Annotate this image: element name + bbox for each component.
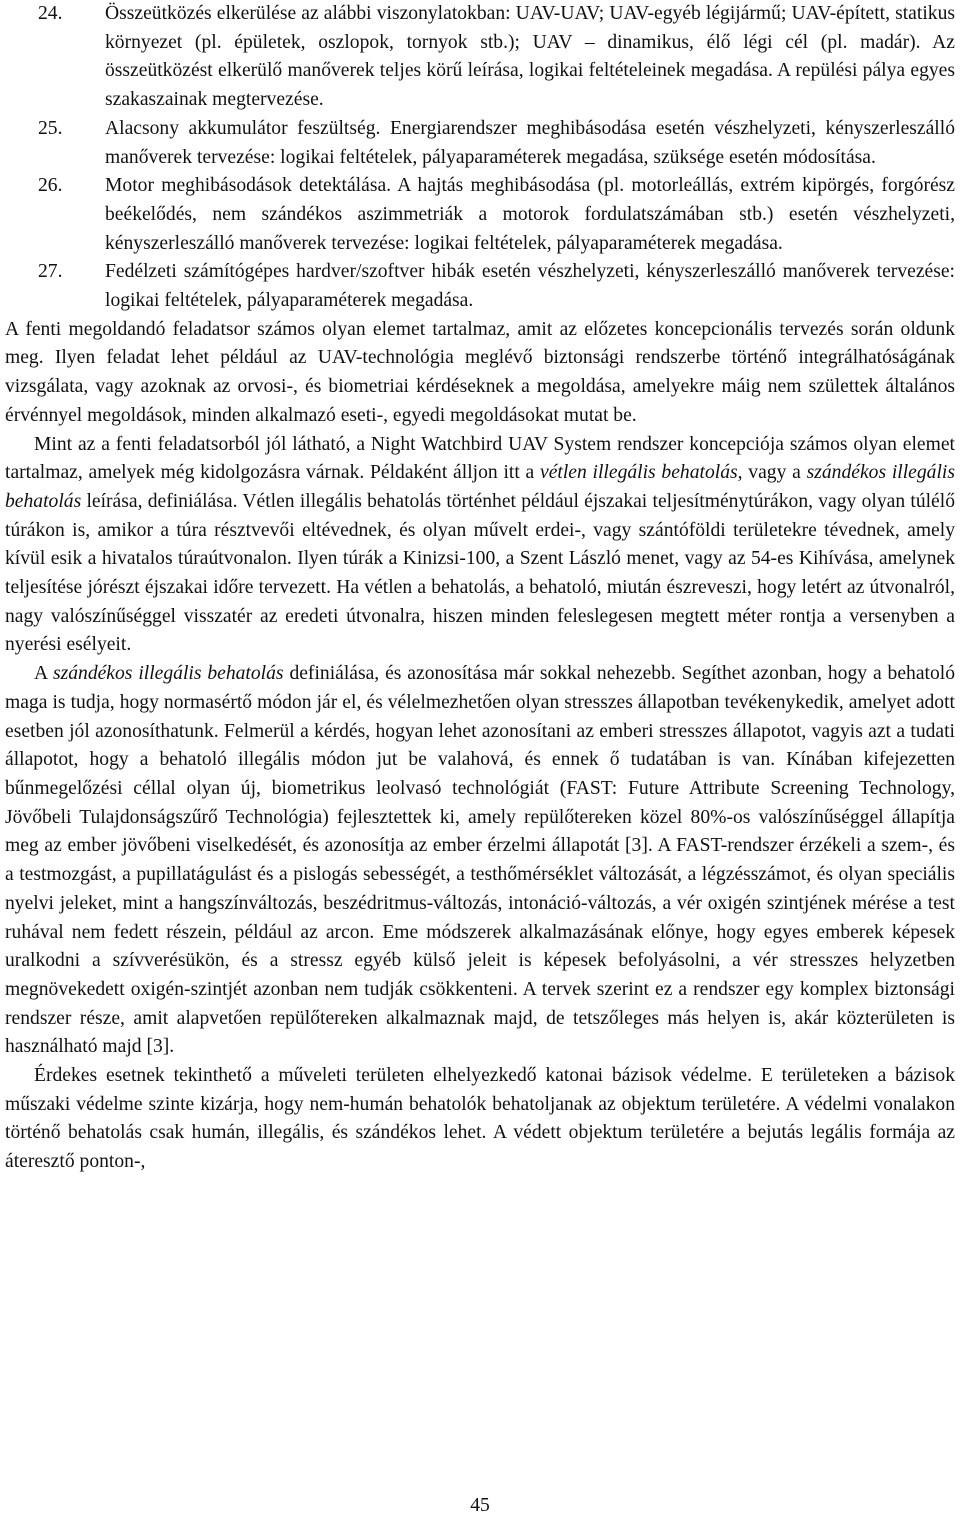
paragraph-intentional-intrusion [5, 660, 955, 1062]
list-item-number: 27. [38, 261, 63, 283]
paragraph-text: , vagy a [737, 462, 807, 484]
paragraph-text: definiálása, és azonosítása már sokkal nehezebb. Segíthet azonban, hogy a behatoló maga is tudja, hogy normasértő módon jár el, és vélelmezhetően olyan stresszes állapotban tevékenykedik, amelyet adott esetben jól azonosíthatunk. Felmerül a kérdés, hogyan lehet azonosítani az emberi stresszes állapotot, vagyis azt a tudati állapotot, hogy a behatoló illegális módon jut be valahová, és ennek ő tudatában is van. Kínában kifejezetten bűnmegelőzési céllal olyan új, biometrikus leolvasó technológiát (FAST: Future Attribute Screening Technology, Jövőbeli Tulajdonságszűrő Technológia) fejlesztettek ki, amely repülőtereken közel 80%-os valószínűséggel állapítja meg az ember jövőbeni viselkedését, és azonosítja az ember érzelmi állapotát [3]. A FAST-rendszer érzékeli a szem-, és a testmozgást, a pupillatágulást és a pislogás sebességét, a testhőmérséklet változását, a légzésszámot, és olyan speciális nyelvi jeleket, mint a hangszínváltozás, beszédritmus-változás, intonáció-változás, a vér oxigén szintjének mérése a test ruhával nem fedett részein, például az arcon. Eme módszerek alkalmazásának előnye, hogy egyes emberek képesek uralkodni a szívverésükön, és a stressz egyéb külső jeleit is képesek befolyásolni, a vér stresszes helyzetben megnövekedett oxigén-szintjét azonban nem tudják csökkenteni. A tervek szerint ez a rendszer egy komplex biztonsági rendszer része, amit alapvetően repülőtereken alkalmaznak majd, de tetszőleges más helyen is, akár közterületen is használható majd [3]. [5, 663, 955, 1058]
list-item-text: Fedélzeti számítógépes hardver/szoftver hibák esetén vészhelyzeti, kényszerleszálló manőverek tervezése: logikai feltételek, pályaparaméterek megadása. [105, 261, 955, 312]
italic-term-intentional-intrusion: szándékos illegális behatolás [52, 663, 284, 685]
list-item [5, 115, 955, 172]
paragraph-text: Mint az a fenti feladatsorból jól látható, a Night Watchbird UAV System rendszer koncepciója számos olyan elemet tartalmaz, amelyek még kidolgozásra várnak. Példaként álljon itt a [5, 433, 955, 484]
paragraph-military-bases: Érdekes esetnek tekinthető a műveleti területen elhelyezkedő katonai bázisok védelme. E területeken a bázisok műszaki védelme szinte kizárja, hogy nem-humán behatolók behatoljanak az objektum területére. A védelmi vonalakon történő behatolás csak humán, illegális, és szándékos lehet. A védett objektum területére a bejutás legális formája az áteresztő ponton-, [5, 1065, 955, 1173]
italic-term-intentional-intrusion: szándékos illegális behatolás [5, 462, 955, 512]
list-item [5, 0, 955, 115]
list-item-number: 24. [38, 3, 63, 24]
list-item-number: 26. [38, 175, 63, 197]
document-page [5, 0, 955, 1177]
list-item-text: Alacsony akkumulátor feszültség. Energiarendszer meghibásodása esetén vészhelyzeti, kényszerleszálló manőverek tervezése: logikai feltételek, pályaparaméterek megadása, szüksége esetén módosítása. [105, 117, 955, 168]
list-item-number: 25. [38, 117, 63, 139]
paragraph-text: A [34, 663, 53, 685]
list-item [5, 172, 955, 258]
list-item-text: Motor meghibásodások detektálása. A hajtás meghibásodása (pl. motorleállás, extrém kipörgés, forgórész beékelődés, nem szándékos aszimmetriák a motorok fordulatszámában stb.) esetén vészhelyzeti, kényszerleszálló manőverek tervezése: logikai feltételek, pályaparaméterek megadása. [105, 175, 955, 254]
numbered-list [5, 0, 955, 316]
paragraph-concept-design: A fenti megoldandó feladatsor számos olyan elemet tartalmaz, amit az előzetes koncepcionális tervezés során oldunk meg. Ilyen feladat lehet például az UAV-technológia meglévő biztonsági rendszerbe történő integrálhatóságának vizsgálata, vagy azoknak az orvosi-, és biometriai kérdéseknek a megoldása, amelyekre máig nem születtek általános érvénnyel megoldások, minden alkalmazó eseti-, egyedi megoldásokat mutat be. [5, 318, 955, 426]
list-item-text: Összeütközés elkerülése az alábbi viszonylatokban: UAV-UAV; UAV-egyéb légijármű; UAV-épített, statikus környezet (pl. épületek, oszlopok, tornyok stb.); UAV – dinamikus, élő légi cél (pl. madár). Az összeütközést elkerülő manőverek teljes körű leírása, logikai feltételeinek megadása. A repülési pálya egyes szakaszainak megtervezése. [105, 3, 955, 111]
paragraph-intrusion-types [5, 431, 955, 661]
page-number: 45 [470, 1495, 490, 1516]
italic-term-accidental-intrusion: vétlen illegális behatolás [540, 462, 738, 484]
list-item [5, 258, 955, 315]
paragraph-text: leírása, definiálása. Vétlen illegális behatolás történhet például éjszakai teljesítménytúrákon, vagy olyan túlélő túrákon is, amikor a túra résztvevői eltévednek, és olyan művelt erdei-, vagy szántóföldi területekre tévednek, amely kívül esik a hivatalos túraútvonalon. Ilyen túrák a Kinizsi-100, a Szent László menet, vagy az 54-es Kihívása, amelynek teljesítése jórészt éjszakai időre tervezett. Ha vétlen a behatolás, a behatoló, miután észreveszi, hogy letért az útvonalról, nagy valószínűséggel visszatér az eredeti útvonalra, hiszen minden feleslegesen megtett méter rontja a versenyben a nyerési esélyeit. [5, 490, 955, 656]
